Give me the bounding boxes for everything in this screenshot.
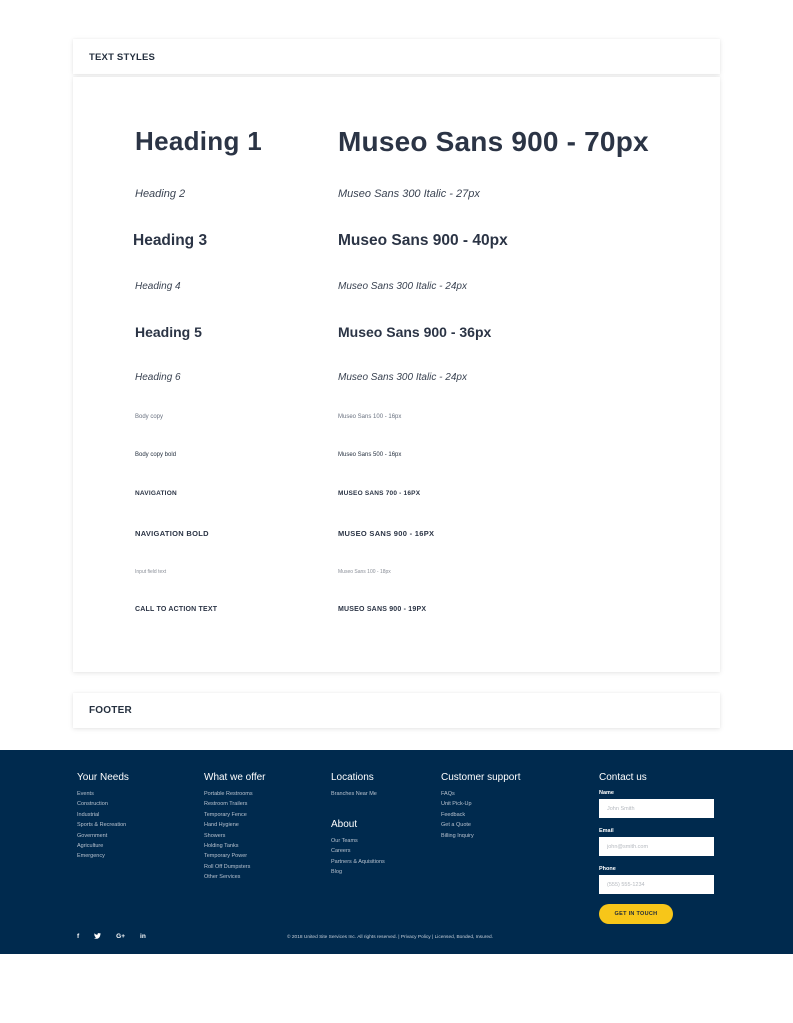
footer-link[interactable]: Holding Tanks xyxy=(204,842,239,849)
footer-link[interactable]: Showers xyxy=(204,832,226,839)
email-field[interactable] xyxy=(599,837,714,856)
footer-column-about xyxy=(331,819,385,878)
linkedin-icon[interactable]: in xyxy=(140,933,146,940)
heading-5-sample: Heading 5 xyxy=(135,324,202,340)
legal-notice: © 2018 United Site Services Inc. All rights reserved. | Privacy Policy | Licensed, Bonded, Insured. xyxy=(287,935,493,940)
body-copy-sample: Body copy xyxy=(135,414,164,420)
heading-3-spec: Museo Sans 900 - 40px xyxy=(338,232,508,249)
facebook-icon[interactable]: f xyxy=(77,933,80,940)
customer-support-list xyxy=(441,789,520,841)
footer-link[interactable]: Emergency xyxy=(77,853,105,860)
heading-4-spec: Museo Sans 300 Italic - 24px xyxy=(338,281,467,292)
footer-link[interactable]: Unit Pick-Up xyxy=(441,801,472,808)
footer-link[interactable]: FAQs xyxy=(441,791,455,797)
input-text-spec: Museo Sans 100 - 18px xyxy=(338,569,391,575)
name-label: Name xyxy=(599,790,614,796)
footer-link[interactable]: Temporary Fence xyxy=(204,811,247,818)
about-list xyxy=(331,836,385,878)
contact-title: Contact us xyxy=(599,772,647,783)
footer-link[interactable]: Restroom Trailers xyxy=(204,801,248,808)
navigation-bold-spec: MUSEO SANS 900 - 16PX xyxy=(338,529,435,538)
footer-link[interactable]: Roll Off Dumpsters xyxy=(204,863,251,870)
twitter-icon[interactable] xyxy=(94,933,101,941)
footer-link[interactable]: Temporary Power xyxy=(204,853,248,860)
navigation-spec: MUSEO SANS 700 - 16PX xyxy=(338,490,421,497)
cta-text-sample: CALL TO ACTION TEXT xyxy=(135,606,218,613)
about-title: About xyxy=(331,819,358,830)
footer-link[interactable]: Government xyxy=(77,832,108,839)
footer-link[interactable]: Our Teams xyxy=(331,838,358,844)
footer-link[interactable]: Agriculture xyxy=(77,842,104,849)
footer-column-locations xyxy=(331,772,377,799)
body-copy-bold-sample: Body copy bold xyxy=(135,452,177,458)
footer-header-card xyxy=(73,693,720,728)
footer-link[interactable]: Blog xyxy=(331,869,343,876)
what-we-offer-title: What we offer xyxy=(204,772,266,783)
get-in-touch-button[interactable]: GET IN TOUCH xyxy=(599,904,673,924)
footer-link[interactable]: Portable Restrooms xyxy=(204,791,253,797)
heading-2-spec: Museo Sans 300 Italic - 27px xyxy=(338,188,480,200)
heading-5-spec: Museo Sans 900 - 36px xyxy=(338,324,492,340)
heading-1-spec: Museo Sans 900 - 70px xyxy=(338,126,649,157)
footer-column-your-needs xyxy=(77,772,129,862)
footer-link[interactable]: Sports & Recreation xyxy=(77,822,127,829)
footer-link[interactable]: Industrial xyxy=(77,811,100,818)
text-styles-panel xyxy=(73,77,720,672)
footer-link[interactable]: Partners & Aquisitions xyxy=(331,858,385,865)
heading-4-sample: Heading 4 xyxy=(135,281,181,292)
footer-link[interactable]: Get a Quote xyxy=(441,822,471,829)
footer-link[interactable]: Careers xyxy=(331,848,351,855)
social-links xyxy=(77,933,161,941)
footer-column-what-we-offer xyxy=(204,772,266,883)
footer-link[interactable]: Billing Inquiry xyxy=(441,832,474,839)
google-plus-icon[interactable]: G+ xyxy=(116,933,126,940)
footer-column-customer-support xyxy=(441,772,520,841)
twitter-bird-glyph xyxy=(94,933,101,939)
heading-2-sample: Heading 2 xyxy=(135,188,186,200)
what-we-offer-list xyxy=(204,789,266,883)
your-needs-list xyxy=(77,789,129,862)
your-needs-title: Your Needs xyxy=(77,772,129,783)
locations-list xyxy=(331,789,377,799)
customer-support-title: Customer support xyxy=(441,772,521,783)
footer-link[interactable]: Other Services xyxy=(204,874,241,881)
heading-6-sample: Heading 6 xyxy=(135,372,181,383)
body-copy-bold-spec: Museo Sans 500 - 16px xyxy=(338,452,402,458)
footer-link[interactable]: Construction xyxy=(77,801,108,808)
navigation-sample: NAVIGATION xyxy=(135,490,177,497)
email-label: Email xyxy=(599,828,614,834)
footer-link[interactable]: Hand Hygiene xyxy=(204,822,239,829)
navigation-bold-sample: NAVIGATION BOLD xyxy=(135,529,209,538)
input-text-sample: Input field text xyxy=(135,569,167,575)
text-styles-title: TEXT STYLES xyxy=(89,52,156,63)
footer-link[interactable]: Feedback xyxy=(441,811,466,818)
footer-section-title: FOOTER xyxy=(89,705,132,716)
heading-3-sample: Heading 3 xyxy=(133,232,208,249)
footer-link[interactable]: Events xyxy=(77,791,94,797)
locations-title: Locations xyxy=(331,772,374,783)
text-styles-header-card xyxy=(73,39,720,74)
name-field[interactable] xyxy=(599,799,714,818)
heading-6-spec: Museo Sans 300 Italic - 24px xyxy=(338,372,467,383)
site-footer xyxy=(0,750,793,954)
phone-label: Phone xyxy=(599,866,616,872)
footer-link[interactable]: Branches Near Me xyxy=(331,791,377,797)
cta-text-spec: MUSEO SANS 900 - 19PX xyxy=(338,606,427,613)
phone-field[interactable] xyxy=(599,875,714,894)
body-copy-spec: Museo Sans 100 - 16px xyxy=(338,414,402,420)
heading-1-sample: Heading 1 xyxy=(135,126,262,156)
contact-form xyxy=(599,772,714,924)
